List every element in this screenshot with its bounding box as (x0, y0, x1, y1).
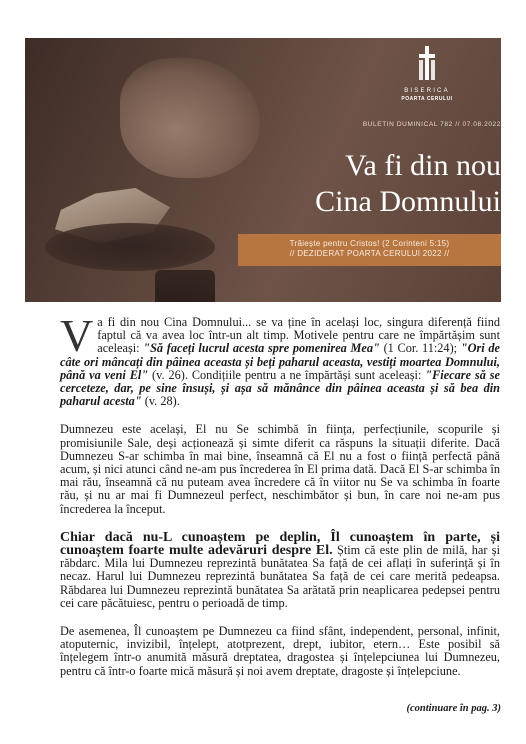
paragraph-4: De asemenea, Îl cunoaștem pe Dumnezeu ca fiind sfânt, independent, personal, infinit, atoputernic, invizibil, înțelept, atotprezent, drept, iubitor, etern… Este posibil să înțelegem într-o anumită măsură dreptatea, dragostea și înțelepciunea lui Dumnezeu, pentru că într-o foarte mică măsură și noi avem dreptate, dragoste și înțelepciune. (60, 624, 500, 678)
p1-text-1: a fi din nou Cina Domnului... se va ține în același loc, singura diferență fiind faptul că va avea loc într-un alt timp. Motivele pentru care ne împărtășim sunt aceleași: (97, 315, 500, 356)
p1-quote-2: "Ori de câte ori mâncați din pâinea aceasta și beți paharul aceasta, vestiți moartea Domnului, până va veni El" (60, 341, 500, 382)
paragraph-3 (60, 531, 500, 610)
cross-icon (417, 46, 437, 80)
title-line-1: Va fi din nou (345, 149, 501, 182)
p3-lead: Chiar dacă nu-L cunoaștem pe deplin, Îl cunoaștem în parte, și cunoaștem foarte multe adevăruri despre El. (60, 529, 500, 559)
bulletin-number-date: BULETIN DUMINICAL 782 // 07.08.2022 (362, 121, 501, 128)
p1-text-2: (1 Cor. 11:24); (379, 341, 461, 356)
article-body (60, 310, 500, 693)
p1-quote-3: "Fiecare să se cerceteze, dar, pe sine însuși, și așa să mănânce din pâinea aceasta și să bea din paharul acesta" (60, 367, 500, 409)
p3-text: Știm că este plin de milă, har și răbdarc. Mila lui Dumnezeu reprezintă bunătatea Sa față de cei aflați în suferință și în necaz. Harul lui Dumnezeu reprezintă bunătatea Sa față de cei care merită pedeapsa. Răbdarea lui Dumnezeu reprezintă bunătatea Sa arătată prin neaplicarea pedepsei pentru cei care păcătuiesc, pentru o perioadă de timp. (60, 543, 500, 610)
plate-image (45, 223, 215, 271)
drop-cap: V (60, 310, 94, 361)
logo-line2: POARTA CERULUI (401, 96, 453, 102)
motto-line-1: Trăiește pentru Cristos! (2 Corinteni 5:15) (289, 239, 450, 248)
continuation-note: (continuare în pag. 3) (406, 703, 501, 714)
p1-text-3: (v. 26). Condițiile pentru a ne împărtăși sunt aceleași: (148, 367, 426, 382)
logo-line1: BISERICA (404, 88, 450, 94)
title-line-2: Cina Domnului (315, 185, 501, 218)
p1-text-4: (v. 28). (141, 394, 180, 409)
paragraph-1 (60, 310, 500, 409)
motto-banner (238, 234, 501, 266)
p1-quote-1: "Să faceți lucrul acesta spre pomenirea Mea" (143, 341, 380, 356)
hand-image (120, 58, 260, 178)
church-logo (392, 46, 462, 116)
page-title (315, 148, 501, 220)
cup-image (155, 270, 215, 302)
motto-line-2: // DEZIDERAT POARTA CERULUI 2022 // (289, 249, 450, 258)
paragraph-2: Dumnezeu este același, El nu Se schimbă în ființa, perfecțiunile, scopurile și promisiunile Sale, deși acționează și simte diferit ca răspuns la situații diferite. Dacă Dumnezeu S-ar schimba în mai bine, înseamnă că El nu a fost o ființă perfectă până acum, și nici atunci când ne-am pus încrederea în El prima dată. Dacă El S-ar schimba în mai rău, înseamnă că nu puteam avea încredere că în viitor nu Se va schimba în foarte rău, și nu ar mai fi Dumnezeul perfect, neschimbător și bun, în care noi ne-am pus încrederea la început. (60, 422, 500, 516)
